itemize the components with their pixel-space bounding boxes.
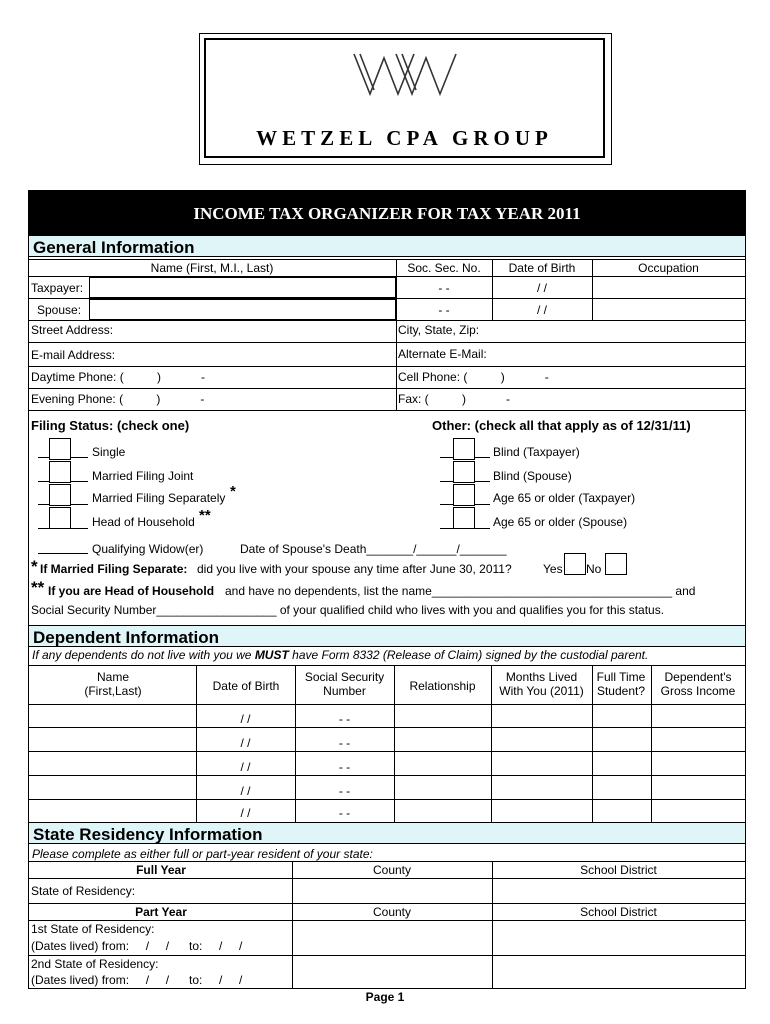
full-school-label: School District (580, 863, 657, 877)
opt-widow: Qualifying Widow(er) (92, 542, 204, 556)
hoh-star: ** (199, 507, 211, 524)
filing-heading: Filing Status: (check one) (31, 418, 190, 433)
evening-phone[interactable]: Evening Phone: ( ) - (31, 392, 205, 406)
second-state-label[interactable]: 2nd State of Residency: (31, 957, 159, 971)
dep2-dob[interactable]: / / (240, 736, 251, 750)
dep-col-name: Name (First,Last) (84, 670, 142, 698)
part-year-label: Part Year (135, 905, 187, 919)
dep-col-student: Full Time Student? (596, 670, 646, 698)
dep1-ssn[interactable]: - - (338, 712, 351, 726)
checkbox-no[interactable] (605, 553, 627, 575)
other-heading: Other: (check all that apply as of 12/31/11) (432, 418, 691, 433)
checkbox-mfj[interactable] (49, 461, 71, 483)
mfs-marker: * (31, 557, 38, 576)
part-county-label: County (372, 905, 412, 919)
page-number: Page 1 (365, 990, 405, 1004)
checkbox-yes[interactable] (564, 553, 586, 575)
email-label[interactable]: E-mail Address: (31, 348, 116, 362)
mfs-star: * (230, 483, 236, 500)
dep4-ssn[interactable]: - - (338, 784, 351, 798)
hoh-text[interactable]: and have no dependents, list the name____________________________________ and (225, 584, 696, 598)
city-label[interactable]: City, State, Zip: (398, 323, 480, 337)
taxpayer-name-field[interactable] (89, 277, 396, 298)
checkbox-mfs[interactable] (49, 484, 71, 506)
hoh-marker: ** (31, 578, 45, 597)
checkbox-hoh[interactable] (49, 507, 71, 529)
hoh-text2[interactable]: Social Security Number__________________ of your qualified child who lives with you and qualifies you for this status. (31, 603, 665, 617)
dep-col-ssn: Social Security Number (304, 670, 385, 698)
taxpayer-ssn[interactable]: - - (438, 281, 450, 295)
dep-col-relationship: Relationship (409, 679, 476, 693)
full-year-label: Full Year (136, 863, 186, 877)
state-note: Please complete as either full or part-year resident of your state: (32, 847, 373, 861)
opt-mfj: Married Filing Joint (92, 469, 194, 483)
dep-col-months: Months Lived With You (2011) (499, 670, 584, 698)
spouse-dob[interactable]: / / (536, 303, 547, 317)
monogram-logo-icon (352, 48, 458, 100)
dep3-ssn[interactable]: - - (338, 760, 351, 774)
col-ssn: Soc. Sec. No. (407, 261, 481, 275)
street-label[interactable]: Street Address: (31, 323, 114, 337)
dep2-ssn[interactable]: - - (338, 736, 351, 750)
hoh-label: If you are Head of Household (48, 584, 215, 598)
form-title: INCOME TAX ORGANIZER FOR TAX YEAR 2011 (29, 191, 745, 235)
checkbox-single[interactable] (49, 438, 71, 460)
opt-blind-taxpayer: Blind (Taxpayer) (493, 445, 580, 459)
opt-single: Single (92, 445, 126, 459)
cell-phone[interactable]: Cell Phone: ( ) - (398, 370, 549, 384)
second-state-dates[interactable]: (Dates lived) from: / / to: / / (31, 973, 243, 987)
first-state-dates[interactable]: (Dates lived) from: / / to: / / (31, 939, 243, 953)
opt-hoh: Head of Household (92, 515, 195, 529)
checkbox-65-spouse[interactable] (453, 507, 475, 529)
fax[interactable]: Fax: ( ) - (398, 392, 511, 406)
full-county-label: County (372, 863, 412, 877)
spouse-label: Spouse: (37, 303, 82, 317)
spouse-ssn[interactable]: - - (438, 303, 450, 317)
firm-name: WETZEL CPA GROUP (256, 126, 553, 150)
dep5-ssn[interactable]: - - (338, 806, 351, 820)
dep-col-income: Dependent's Gross Income (660, 670, 736, 698)
checkbox-blind-taxpayer[interactable] (453, 438, 475, 460)
opt-blind-spouse: Blind (Spouse) (493, 469, 572, 483)
dep-col-dob: Date of Birth (212, 679, 280, 693)
taxpayer-dob[interactable]: / / (536, 281, 547, 295)
col-occupation: Occupation (638, 261, 699, 275)
spouse-name-field[interactable] (89, 299, 396, 320)
state-of-residency[interactable]: State of Residency: (31, 884, 136, 898)
mfs-label: If Married Filing Separate: (40, 562, 188, 576)
first-state-label[interactable]: 1st State of Residency: (31, 922, 155, 936)
dep1-dob[interactable]: / / (240, 712, 251, 726)
dep5-dob[interactable]: / / (240, 806, 251, 820)
general-heading: General Information (33, 238, 195, 257)
dep4-dob[interactable]: / / (240, 784, 251, 798)
yes-label: Yes (543, 562, 563, 576)
dependent-note: If any dependents do not live with you we MUST have Form 8332 (Release of Claim) signed by the custodial parent. (32, 648, 649, 662)
col-dob: Date of Birth (508, 261, 576, 275)
widow-date[interactable]: Date of Spouse's Death_______/______/_______ (240, 542, 507, 556)
day-phone[interactable]: Daytime Phone: ( ) - (31, 370, 206, 384)
taxpayer-label: Taxpayer: (31, 281, 84, 295)
state-heading: State Residency Information (33, 825, 263, 844)
alt-email-label[interactable]: Alternate E-Mail: (398, 347, 487, 361)
checkbox-blind-spouse[interactable] (453, 461, 475, 483)
dep3-dob[interactable]: / / (240, 760, 251, 774)
dependent-heading: Dependent Information (33, 628, 220, 647)
opt-mfs: Married Filing Separately (92, 491, 226, 505)
checkbox-65-taxpayer[interactable] (453, 484, 475, 506)
col-name: Name (First, M.I., Last) (150, 261, 274, 275)
part-school-label: School District (580, 905, 657, 919)
opt-65-taxpayer: Age 65 or older (Taxpayer) (493, 491, 636, 505)
no-label: No (586, 562, 602, 576)
mfs-question: did you live with your spouse any time after June 30, 2011? (197, 562, 512, 576)
opt-65-spouse: Age 65 or older (Spouse) (493, 515, 628, 529)
